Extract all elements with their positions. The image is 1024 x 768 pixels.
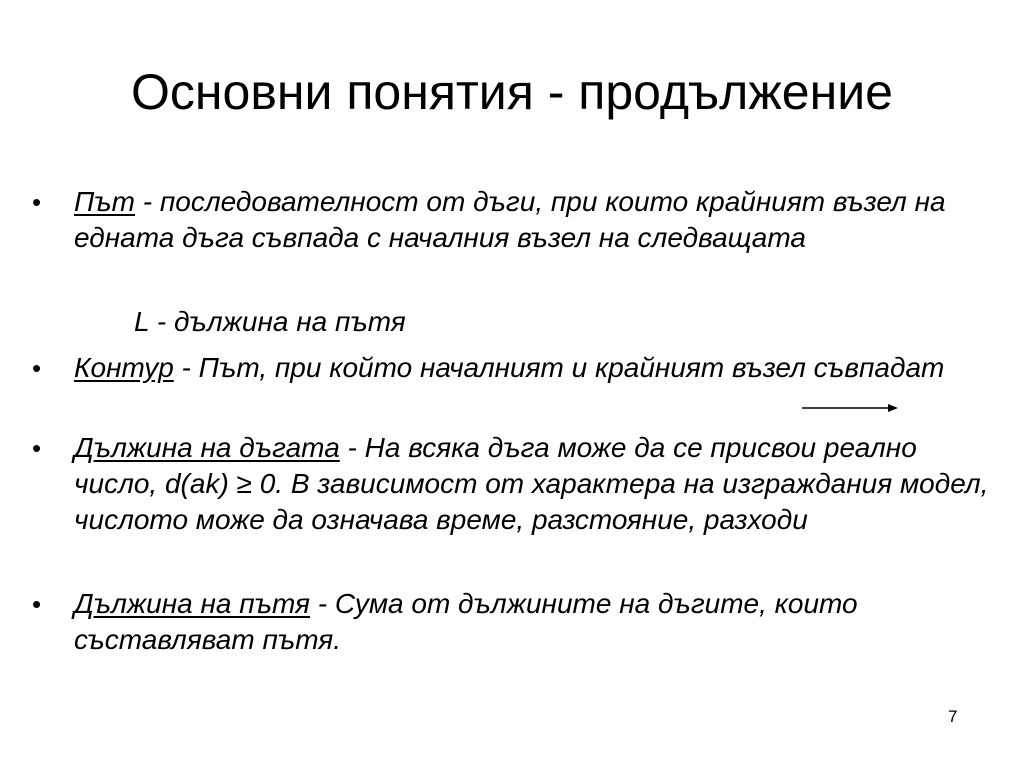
bullet-arc-length	[32, 430, 1004, 538]
term-arc-length: Дължина на дъгата	[74, 432, 340, 463]
term-path-length: Дължина на пътя	[74, 588, 311, 619]
definition-arc-length: - На всяка дъга може да се присвои реално число, d(ak) ≥ 0. В зависимост от характера на изграждания модел, числото може да означава време, разстояние, разходи	[74, 432, 989, 535]
arrow-right-icon	[802, 402, 898, 414]
slide-number: 7	[948, 707, 958, 726]
term-contour: Контур	[74, 352, 174, 383]
definition-path-length: - Сума от дължините на дъгите, които съставляват пътя.	[74, 588, 858, 655]
bullet-path	[32, 184, 1004, 256]
bullet-marker: •	[32, 187, 42, 217]
definition-path: - последователност от дъги, при които крайният възел на едната дъга съвпада с началния възел на следващата	[74, 186, 946, 253]
slide-title: Основни понятия - продължение	[131, 64, 893, 120]
bullet-marker: •	[32, 589, 42, 619]
bullet-contour	[32, 350, 1004, 386]
bullet-marker: •	[32, 433, 42, 463]
definition-contour: - Път, при който началният и крайният възел съвпадат	[173, 352, 945, 383]
bullet-path-length	[32, 586, 1004, 658]
term-path: Път	[74, 186, 136, 217]
path-length-note: L - дължина на пътя	[134, 306, 406, 337]
bullet-marker: •	[32, 353, 42, 383]
